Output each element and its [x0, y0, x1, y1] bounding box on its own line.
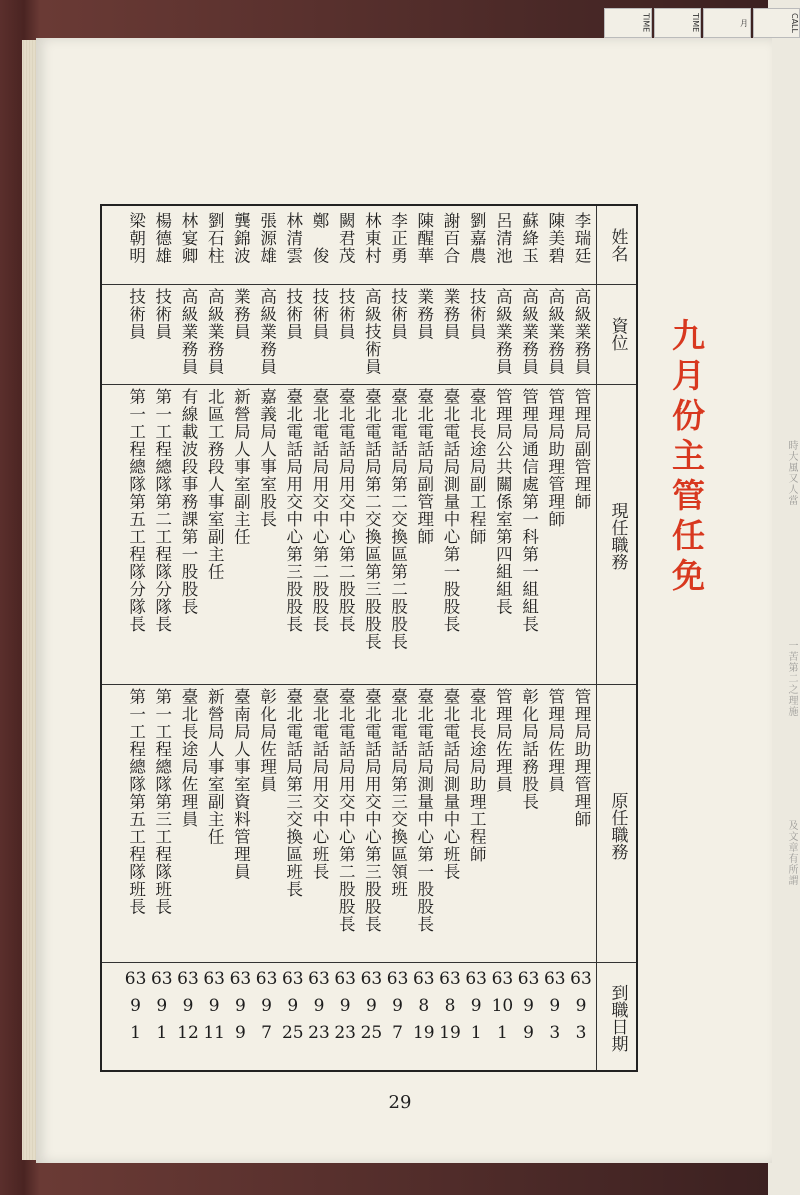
date-part: 1	[496, 1023, 508, 1043]
cell-name: 劉石柱	[205, 212, 225, 265]
cell-name: 闕君茂	[336, 212, 356, 265]
page-heading: 九月份主管任免	[667, 318, 706, 598]
cell-current: 臺北電話局用交中心第三股股長	[283, 388, 303, 633]
next-page-edge: 時大風又人當 一苦第二之理施 及文章有所謂	[768, 0, 800, 1195]
date-part: 9	[392, 996, 403, 1016]
date-part: 9	[261, 996, 272, 1016]
date-part: 3	[549, 1023, 561, 1043]
cell-date	[463, 970, 489, 1051]
date-part: 9	[156, 996, 168, 1016]
cell-date	[201, 970, 227, 1051]
cell-current: 臺北電話局測量中心第一股股長	[441, 388, 460, 633]
cell-current: 第一工程總隊第二工程隊分隊長	[152, 388, 172, 633]
date-part: 11	[203, 1023, 225, 1043]
cell-date	[149, 970, 175, 1051]
appointments-table	[100, 204, 638, 1072]
date-part: 19	[439, 1023, 461, 1043]
header-previous: 原任職務	[607, 792, 628, 860]
cell-current: 管理局副管理師	[572, 388, 591, 511]
cell-date	[385, 970, 411, 1051]
date-part: 1	[470, 1023, 482, 1043]
date-part: 1	[130, 1023, 141, 1043]
cell-name: 謝百合	[441, 212, 460, 265]
date-part: 9	[130, 996, 141, 1016]
cell-grade: 高級業務員	[179, 288, 198, 376]
cell-name: 李瑞廷	[572, 212, 591, 265]
cell-name: 李正勇	[388, 212, 408, 265]
cell-previous: 管理局佐理員	[545, 688, 565, 793]
cell-grade: 高級業務員	[257, 288, 277, 376]
cell-current: 臺北長途局副工程師	[467, 388, 487, 546]
date-part: 63	[439, 969, 461, 989]
index-tab: TIME	[654, 8, 702, 38]
date-part: 9	[575, 996, 587, 1016]
header-name: 姓名	[607, 228, 628, 262]
cell-date	[175, 970, 201, 1051]
row-divider	[102, 384, 636, 385]
date-part: 63	[360, 969, 383, 989]
date-part: 7	[261, 1023, 272, 1043]
date-part: 63	[177, 969, 199, 989]
date-part: 9	[549, 996, 561, 1016]
cell-name: 劉嘉農	[467, 212, 487, 265]
cell-grade: 高級技術員	[362, 288, 382, 376]
cell-previous: 彰化局話務股長	[519, 688, 539, 811]
cell-date	[280, 970, 306, 1051]
cell-grade: 技術員	[152, 288, 172, 341]
date-part: 9	[287, 996, 299, 1016]
cell-current: 有線載波段事務課第一股股長	[179, 388, 198, 616]
cell-grade: 高級業務員	[205, 288, 225, 376]
date-part: 25	[281, 1023, 304, 1043]
cell-current: 管理局公共關係室第四組組長	[493, 388, 513, 616]
cell-date	[542, 970, 568, 1051]
cell-name: 梁朝明	[126, 212, 146, 265]
cell-date	[332, 970, 358, 1051]
date-part: 9	[523, 1023, 534, 1043]
cell-name: 呂清池	[493, 212, 513, 265]
date-part: 9	[313, 996, 325, 1016]
date-part: 3	[575, 1023, 587, 1043]
date-part: 63	[203, 969, 225, 989]
date-part: 63	[517, 969, 540, 989]
date-part: 9	[182, 996, 194, 1016]
date-part: 7	[392, 1023, 403, 1043]
cell-name: 林宴卿	[179, 212, 198, 265]
cell-date	[123, 970, 149, 1051]
cell-date	[516, 970, 542, 1051]
cell-grade: 技術員	[467, 288, 487, 341]
index-tab: 月	[703, 8, 751, 38]
cell-previous: 管理局助理管理師	[572, 688, 591, 828]
cell-current: 臺北電話局副管理師	[414, 388, 434, 546]
header-current: 現任職務	[607, 502, 628, 570]
cell-previous: 臺北長途局助理工程師	[467, 688, 487, 863]
date-part: 9	[339, 996, 351, 1016]
cell-grade: 高級業務員	[519, 288, 539, 376]
date-part: 63	[229, 969, 252, 989]
date-part: 9	[234, 996, 246, 1016]
date-part: 10	[491, 996, 514, 1016]
cell-previous: 臺北電話局用交中心第二股股長	[336, 688, 356, 933]
cell-name: 陳醒華	[414, 212, 434, 265]
cell-grade: 高級業務員	[545, 288, 565, 376]
date-part: 19	[412, 1023, 435, 1043]
cell-previous: 臺南局人事室資料管理員	[231, 688, 251, 881]
page-number: 29	[388, 1092, 412, 1113]
cell-grade: 技術員	[126, 288, 146, 341]
date-part: 23	[334, 1023, 356, 1043]
cell-grade: 技術員	[388, 288, 408, 341]
cell-date	[358, 970, 384, 1051]
cell-date	[254, 970, 280, 1051]
cell-previous: 臺北電話局測量中心第一股股長	[414, 688, 434, 933]
cell-previous: 管理局佐理員	[493, 688, 513, 793]
cell-date	[489, 970, 515, 1051]
cell-name: 林東村	[362, 212, 382, 265]
date-part: 63	[255, 969, 278, 989]
cell-date	[306, 970, 332, 1051]
cell-previous: 第一工程總隊第三工程隊班長	[152, 688, 172, 916]
cell-current: 臺北電話局第二交換區第三股股長	[362, 388, 382, 651]
index-tab: TIME	[604, 8, 652, 38]
date-part: 63	[124, 969, 147, 989]
row-divider	[102, 284, 636, 285]
cell-grade: 高級業務員	[572, 288, 591, 376]
cell-previous: 新營局人事室副主任	[205, 688, 225, 846]
cell-grade: 技術員	[336, 288, 356, 341]
cell-name: 蘇絳玉	[519, 212, 539, 265]
date-part: 63	[386, 969, 409, 989]
date-part: 63	[491, 969, 514, 989]
date-part: 9	[523, 996, 534, 1016]
header-date: 到職日期	[607, 984, 628, 1052]
cell-previous: 臺北電話局測量中心班長	[441, 688, 460, 881]
cell-grade: 業務員	[414, 288, 434, 341]
cell-current: 管理局助理管理師	[545, 388, 565, 528]
date-part: 63	[465, 969, 487, 989]
cell-grade: 技術員	[283, 288, 303, 341]
cell-current: 臺北電話局用交中心第二股股長	[336, 388, 356, 633]
date-part: 8	[418, 996, 430, 1016]
cell-current: 管理局通信處第一科第一組組長	[519, 388, 539, 633]
date-part: 9	[234, 1023, 246, 1043]
date-part: 25	[360, 1023, 383, 1043]
cell-name: 張源雄	[257, 212, 277, 265]
date-part: 1	[156, 1023, 168, 1043]
row-divider	[102, 962, 636, 963]
date-part: 63	[412, 969, 435, 989]
cell-current: 臺北電話局用交中心第二股股長	[310, 388, 329, 633]
row-divider	[102, 684, 636, 685]
index-tabs	[604, 8, 800, 38]
cell-name: 龔錦波	[231, 212, 251, 265]
date-part: 12	[177, 1023, 199, 1043]
date-part: 63	[543, 969, 566, 989]
date-part: 63	[281, 969, 304, 989]
date-part: 9	[208, 996, 220, 1016]
date-part: 63	[570, 969, 592, 989]
cell-name: 楊德雄	[152, 212, 172, 265]
date-part: 9	[470, 996, 482, 1016]
cell-date	[227, 970, 253, 1051]
cell-previous: 第一工程總隊第五工程隊班長	[126, 688, 146, 916]
date-part: 9	[365, 996, 377, 1016]
cell-previous: 臺北長途局佐理員	[179, 688, 198, 828]
header-divider	[596, 206, 597, 1070]
cell-current: 嘉義局人事室股長	[257, 388, 277, 528]
cell-previous: 臺北電話局用交中心第三股股長	[362, 688, 382, 933]
cell-previous: 彰化局佐理員	[257, 688, 277, 793]
date-part: 63	[334, 969, 356, 989]
date-part: 23	[308, 1023, 330, 1043]
cell-previous: 臺北電話局用交中心班長	[310, 688, 329, 881]
cell-grade: 業務員	[441, 288, 460, 341]
header-grade: 資位	[607, 317, 628, 351]
date-part: 63	[308, 969, 330, 989]
cell-date	[411, 970, 437, 1051]
cell-date	[568, 970, 594, 1051]
cell-current: 新營局人事室副主任	[231, 388, 251, 546]
cell-current: 北區工務段人事室副主任	[205, 388, 225, 581]
cell-previous: 臺北電話局第三交換區領班	[388, 688, 408, 898]
date-part: 63	[150, 969, 173, 989]
cell-grade: 高級業務員	[493, 288, 513, 376]
cell-date	[437, 970, 463, 1051]
cell-current: 臺北電話局第二交換區第二股股長	[388, 388, 408, 651]
cell-name: 陳美碧	[545, 212, 565, 265]
cell-name: 鄭 俊	[310, 212, 329, 265]
cell-grade: 業務員	[231, 288, 251, 341]
index-tab: CALL	[753, 8, 800, 38]
date-part: 8	[444, 996, 456, 1016]
cell-grade: 技術員	[310, 288, 329, 341]
cell-previous: 臺北電話局第三交換區班長	[283, 688, 303, 898]
cell-current: 第一工程總隊第五工程隊分隊長	[126, 388, 146, 633]
cell-name: 林清雲	[283, 212, 303, 265]
